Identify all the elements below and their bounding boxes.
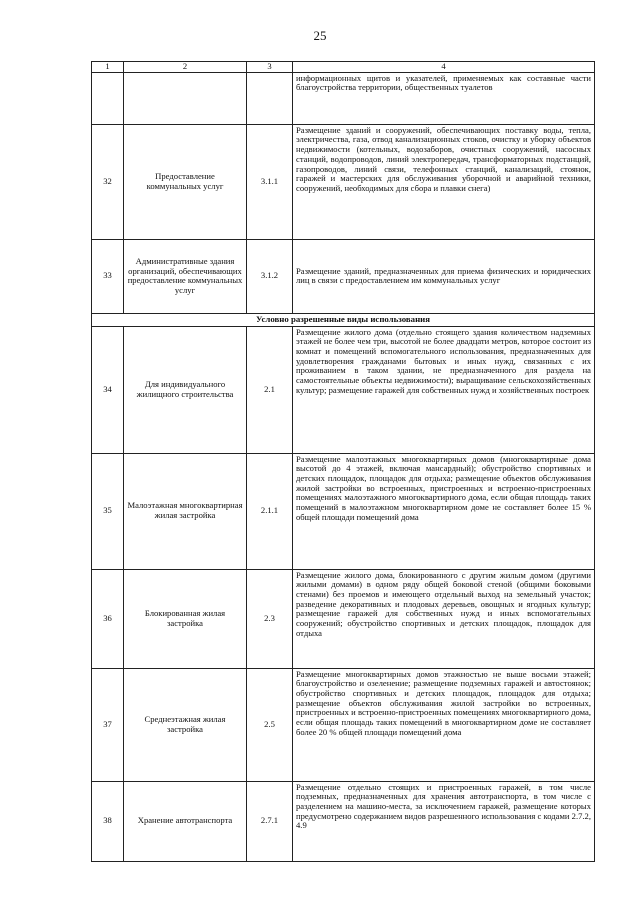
row-code-cell: 2.7.1 [247,781,293,861]
row-name-cell [124,72,247,124]
row-name-cell: Блокированная жилая застройка [124,569,247,668]
row-desc-cell: Размещение отдельно стоящих и пристроенных гаражей, в том числе подземных, предназначенных для хранения автотранспорта, в том числе с разделением на машино-места, за исключением гаражей, размещение которых предусмотрено содержанием видов разрешенного использования с кодами 2.7.2, 4.9 [293,781,595,861]
row-name-cell: Административные здания организаций, обеспечивающих предоставление коммунальных услуг [124,239,247,313]
table-row [92,781,595,861]
header-col-3: 3 [247,62,293,73]
row-num-cell [92,72,124,124]
row-code-cell: 2.1.1 [247,453,293,569]
header-col-2: 2 [124,62,247,73]
land-use-table [91,61,595,862]
row-name-cell: Для индивидуального жилищного строительства [124,326,247,453]
row-desc-cell: Размещение жилого дома, блокированного с другим жилым домом (другими жилыми домами) в одном ряду общей боковой стеной (общими боковыми стенами) без проемов и имеющего отдельный выход на земельный участок; разведение декоративных и плодовых деревьев, овощных и ягодных культур; размещение гаражей для собственных нужд и иных вспомогательных сооружений; обустройство спортивных и детских площадок, площадок для отдыха [293,569,595,668]
table-row [92,124,595,239]
section-title: Условно разрешенные виды использования [92,313,595,326]
table-row [92,326,595,453]
row-num-cell: 33 [92,239,124,313]
row-desc-cell: Размещение многоквартирных домов этажностью не выше восьми этажей; благоустройство и озеленение; размещение подземных гаражей и автостоянок; обустройство спортивных и детских площадок, площадок для отдыха; размещение объектов обслуживания жилой застройки во встроенных, пристроенных и встроенно-пристроенных помещениях многоквартирного дома, если общая площадь таких помещений в многоквартирном доме не составляет более 20 % общей площади помещений дома [293,668,595,781]
row-desc-cell: Размещение зданий и сооружений, обеспечивающих поставку воды, тепла, электричества, газа, отвод канализационных стоков, очистку и уборку объектов недвижимости (котельных, водозаборов, очистных сооружений, насосных станций, водопроводов, линий электропередач, трансформаторных подстанций, газопроводов, линий связи, телефонных станций, канализаций, стоянок, гаражей и мастерских для обслуживания уборочной и аварийной техники, сооружений, необходимых для сбора и плавки снега) [293,124,595,239]
row-code-cell: 3.1.1 [247,124,293,239]
row-code-cell: 2.1 [247,326,293,453]
table-row [92,569,595,668]
row-num-cell: 34 [92,326,124,453]
row-name-cell: Среднеэтажная жилая застройка [124,668,247,781]
table-row [92,453,595,569]
row-code-cell [247,72,293,124]
row-num-cell: 36 [92,569,124,668]
row-code-cell: 2.5 [247,668,293,781]
table-row-continuation [92,72,595,124]
row-code-cell: 3.1.2 [247,239,293,313]
row-num-cell: 38 [92,781,124,861]
table-row [92,668,595,781]
section-header-row [92,313,595,326]
table-row [92,239,595,313]
row-num-cell: 37 [92,668,124,781]
row-num-cell: 32 [92,124,124,239]
row-desc-cell: информационных щитов и указателей, применяемых как составные части благоустройства территории, общественных туалетов [293,72,595,124]
row-desc-cell: Размещение жилого дома (отдельно стоящего здания количеством надземных этажей не более чем три, высотой не более двадцати метров, которое состоит из комнат и помещений вспомогательного использования, предназначенных для удовлетворения гражданами бытовых и иных нужд, связанных с их проживанием в таком здании, не предназначенного для раздела на самостоятельные объекты недвижимости); выращивание сельскохозяйственных культур; размещение гаражей для собственных нужд и хозяйственных построек [293,326,595,453]
row-desc-cell: Размещение малоэтажных многоквартирных домов (многоквартирные дома высотой до 4 этажей, включая мансардный); обустройство спортивных и детских площадок, площадок для отдыха; размещение объектов обслуживания жилой застройки во встроенных, пристроенных и встроенно-пристроенных помещениях малоэтажного многоквартирного дома, если общая площадь таких помещений в малоэтажном многоквартирном доме не составляет более 15 % общей площади помещений дома [293,453,595,569]
row-name-cell: Предоставление коммунальных услуг [124,124,247,239]
row-desc-cell: Размещение зданий, предназначенных для приема физических и юридических лиц в связи с предоставлением им коммунальных услуг [293,239,595,313]
row-num-cell: 35 [92,453,124,569]
table-header-row [92,62,595,73]
header-col-1: 1 [92,62,124,73]
row-name-cell: Хранение автотранспорта [124,781,247,861]
header-col-4: 4 [293,62,595,73]
page-number: 25 [313,28,327,43]
row-code-cell: 2.3 [247,569,293,668]
row-name-cell: Малоэтажная многоквартирная жилая застройка [124,453,247,569]
